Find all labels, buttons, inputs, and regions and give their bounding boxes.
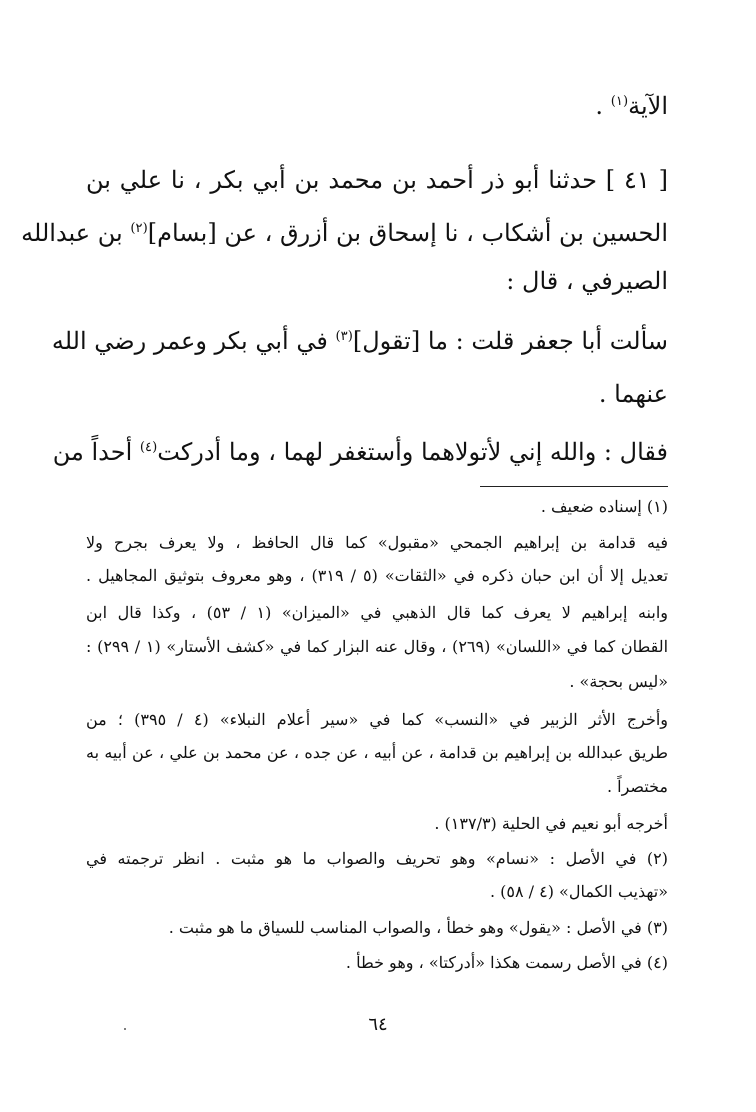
main-line-5 — [51, 327, 668, 355]
footnote-ref-1: (١) — [610, 94, 629, 109]
main-line-6: عنهما . — [598, 380, 668, 408]
line-5-part-a: سألت أبا جعفر قلت : ما [تقول] — [352, 327, 668, 355]
footnote-1-line-3: تعديل إلا أن ابن حبان ذكره في «الثقات» (٥ / ٣١٩) ، وهو معروف بتوثيق المجاهيل . — [86, 566, 669, 585]
footnote-ref-4: (٤) — [139, 440, 158, 455]
speck — [124, 1028, 126, 1030]
footnote-1: (١) إسناده ضعيف . — [540, 497, 668, 516]
line-3-part-b: بن عبدالله — [21, 219, 131, 247]
footnote-1-line-10: أخرجه أبو نعيم في الحلية (١٣٧/٣) . — [434, 814, 668, 833]
footnote-1-line-4: وابنه إبراهيم لا يعرف كما قال الذهبي في «الميزان» (١ / ٥٣) ، وكذا قال ابن — [86, 603, 668, 622]
main-line-7 — [52, 438, 668, 466]
main-line-3 — [21, 219, 668, 247]
footnote-4: (٤) في الأصل رسمت هكذا «أدركتا» ، وهو خطأ . — [345, 953, 668, 972]
main-line-4: الصيرفي ، قال : — [506, 267, 668, 295]
footnote-ref-3: (٣) — [335, 329, 353, 344]
line-end: . — [595, 92, 611, 120]
footnote-separator — [480, 486, 668, 487]
footnote-2-line-2: «تهذيب الكمال» (٤ / ٥٨) . — [489, 882, 668, 901]
main-line-2: [ ٤١ ] حدثنا أبو ذر أحمد بن محمد بن أبي بكر ، نا علي بن — [86, 166, 668, 194]
footnote-1-line-5: القطان كما في «اللسان» (٢٦٩) ، وقال عنه البزار كما في «كشف الأستار» (١ / ٢٩٩) : — [86, 637, 669, 656]
verse-word: الآية — [628, 92, 668, 120]
footnote-3: (٣) في الأصل : «يقول» وهو خطأ ، والصواب المناسب للسياق ما هو مثبت . — [168, 918, 668, 937]
footnote-1-line-2: فيه قدامة بن إبراهيم الجمحي «مقبول» كما قال الحافظ ، ولا يعرف بجرح ولا — [86, 533, 668, 552]
line-7-part-b: أحداً من — [52, 438, 140, 466]
footnote-1-line-7: وأخرج الأثر الزبير في «النسب» كما في «سير أعلام النبلاء» (٤ / ٣٩٥) ؛ من — [86, 710, 669, 729]
line-5-part-b: في أبي بكر وعمر رضي الله — [51, 327, 336, 355]
line-7-part-a: فقال : والله إني لأتولاهما وأستغفر لهما ، وما أدركت — [157, 438, 668, 466]
footnote-1-line-8: طريق عبدالله بن إبراهيم بن قدامة ، عن أبيه ، عن جده ، عن محمد بن علي ، عن أبيه به — [86, 743, 668, 762]
footnote-1-line-6: «ليس بحجة» . — [569, 672, 668, 691]
footnote-ref-2: (٢) — [130, 221, 148, 236]
footnote-1-line-9: مختصراً . — [606, 777, 668, 796]
footnote-2: (٢) في الأصل : «نسام» وهو تحريف والصواب ما هو مثبت . انظر ترجمته في — [86, 849, 669, 868]
line-3-part-a: الحسين بن أشكاب ، نا إسحاق بن أزرق ، عن [بسام] — [147, 219, 668, 247]
main-line-1 — [595, 92, 668, 120]
page-number: ٦٤ — [368, 1014, 388, 1035]
